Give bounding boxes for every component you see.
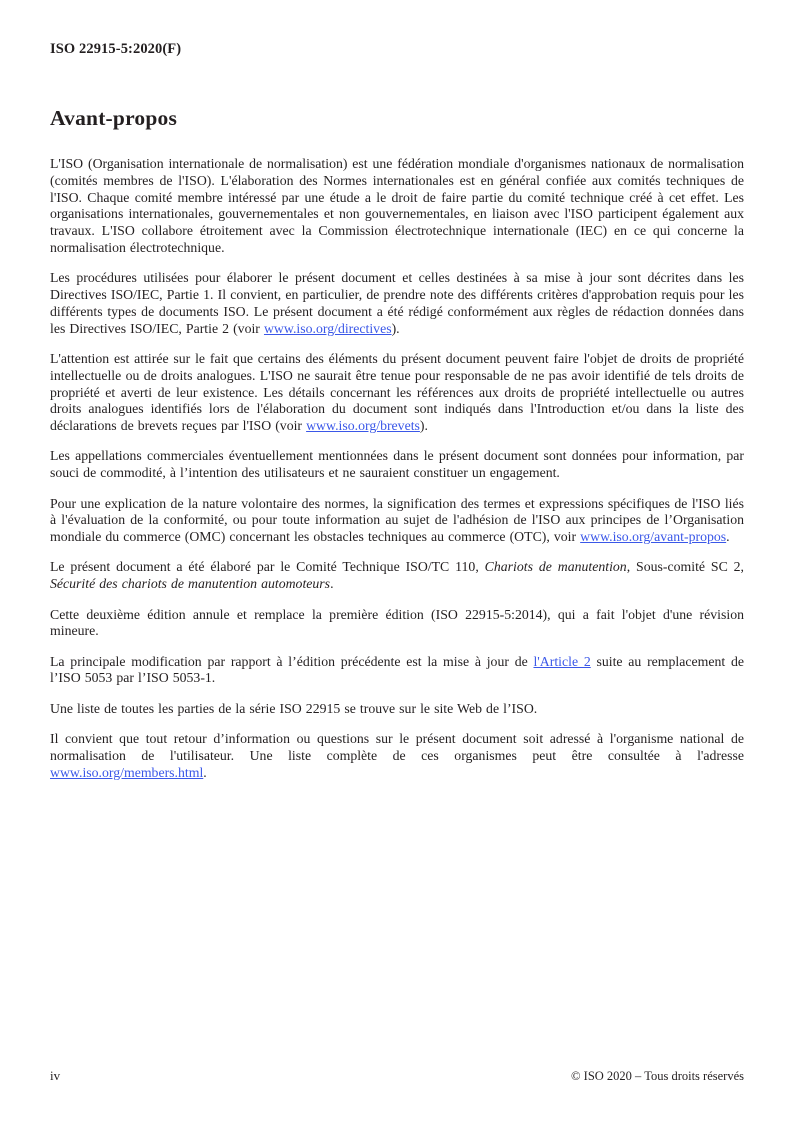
text-run: L'ISO (Organisation internationale de normalisation) est une fédération mondiale d'organismes nationaux de normalisation (comités membres de l'ISO). L'élaboration des Normes internationales est en général confiée aux comités techniques de l'ISO. Chaque comité membre intéressé par une étude a le droit de faire partie du comité technique créé à cet effet. Les organisations internationales, gouvernementales et non gouvernementales, en liaison avec l'ISO participent également aux travaux. L'ISO collabore étroitement avec la Commission électrotechnique internationale (IEC) en ce qui concerne la normalisation électrotechnique.: [50, 156, 744, 255]
foreword-body: [50, 156, 744, 781]
foreword-paragraph: [50, 654, 744, 688]
foreword-paragraph: [50, 701, 744, 718]
text-run: , Sous-comité SC 2,: [626, 559, 744, 575]
text-run: .: [726, 529, 730, 545]
foreword-paragraph: [50, 559, 744, 593]
text-run: Il convient que tout retour d’information ou questions sur le présent document soit adressé à l'organisme national de normalisation de l'utilisateur. Une liste complète de ces organismes peut être consultée à l'adresse: [50, 731, 744, 763]
foreword-paragraph: [50, 270, 744, 337]
page-content: [50, 0, 744, 795]
foreword-paragraph: [50, 496, 744, 546]
text-run: Le présent document a été élaboré par le Comité Technique ISO/TC 110,: [50, 559, 485, 575]
page-footer: [50, 1068, 744, 1084]
hyperlink[interactable]: www.iso.org/brevets: [306, 418, 420, 434]
foreword-paragraph: [50, 351, 744, 435]
hyperlink[interactable]: l'Article 2: [533, 653, 591, 669]
foreword-paragraph: [50, 448, 744, 482]
text-run: Pour une explication de la nature volontaire des normes, la signification des termes et expressions spécifiques de l'ISO liés à l'évaluation de la conformité, ou pour toute information au sujet de l'adhésion de l'ISO aux principes de l’Organisation mondiale du commerce (OMC) concernant les obstacles techniques au commerce (OTC), voir: [50, 495, 744, 545]
italic-text: Chariots de manutention: [484, 559, 627, 575]
foreword-paragraph: [50, 607, 744, 641]
text-run: Une liste de toutes les parties de la série ISO 22915 se trouve sur le site Web de l’ISO.: [50, 700, 538, 716]
text-run: ).: [419, 418, 428, 434]
text-run: Les procédures utilisées pour élaborer le présent document et celles destinées à sa mise à jour sont décrites dans les Directives ISO/IEC, Partie 1. Il convient, en particulier, de prendre note des différents critères d'approbation requis pour les différents types de documents ISO. Le présent document a été rédigé conformément aux règles de rédaction données dans les Directives ISO/IEC, Partie 2 (voir: [50, 270, 744, 336]
text-run: Les appellations commerciales éventuellement mentionnées dans le présent document sont données pour information, par souci de commodité, à l’intention des utilisateurs et ne sauraient constituer un engagement.: [50, 448, 744, 481]
text-run: suite au remplacement de l’ISO 5053 par l’ISO 5053-1.: [50, 653, 744, 686]
copyright-notice: © ISO 2020 – Tous droits réservés: [571, 1069, 744, 1083]
page-number: iv: [50, 1068, 61, 1083]
text-run: .: [330, 576, 334, 592]
page-title: Avant-propos: [50, 106, 178, 130]
text-run: ).: [391, 320, 400, 336]
text-run: Cette deuxième édition annule et remplace la première édition (ISO 22915-5:2014), qui a fait l'objet d'une révision mineure.: [50, 606, 744, 639]
text-run: La principale modification par rapport à l’édition précédente est la mise à jour de: [50, 653, 534, 669]
text-run: L'attention est attirée sur le fait que certains des éléments du présent document peuvent faire l'objet de droits de propriété intellectuelle ou de droits analogues. L'ISO ne saurait être tenue pour responsable de ne pas avoir identifié de tels droits de propriété et averti de leur existence. Les détails concernant les références aux droits de propriété intellectuelle ou autres droits analogues identifiés lors de l'élaboration du document sont indiqués dans l'Introduction et/ou dans la liste des déclarations de brevets reçues par l'ISO (voir: [50, 350, 744, 434]
italic-text: Sécurité des chariots de manutention automoteurs: [50, 576, 331, 592]
hyperlink[interactable]: www.iso.org/members.html: [50, 764, 204, 780]
foreword-paragraph: [50, 731, 744, 781]
text-run: .: [203, 764, 207, 780]
foreword-paragraph: [50, 156, 744, 257]
hyperlink[interactable]: www.iso.org/avant-propos: [580, 529, 727, 545]
document-reference: ISO 22915-5:2020(F): [50, 41, 182, 57]
hyperlink[interactable]: www.iso.org/directives: [263, 320, 392, 336]
